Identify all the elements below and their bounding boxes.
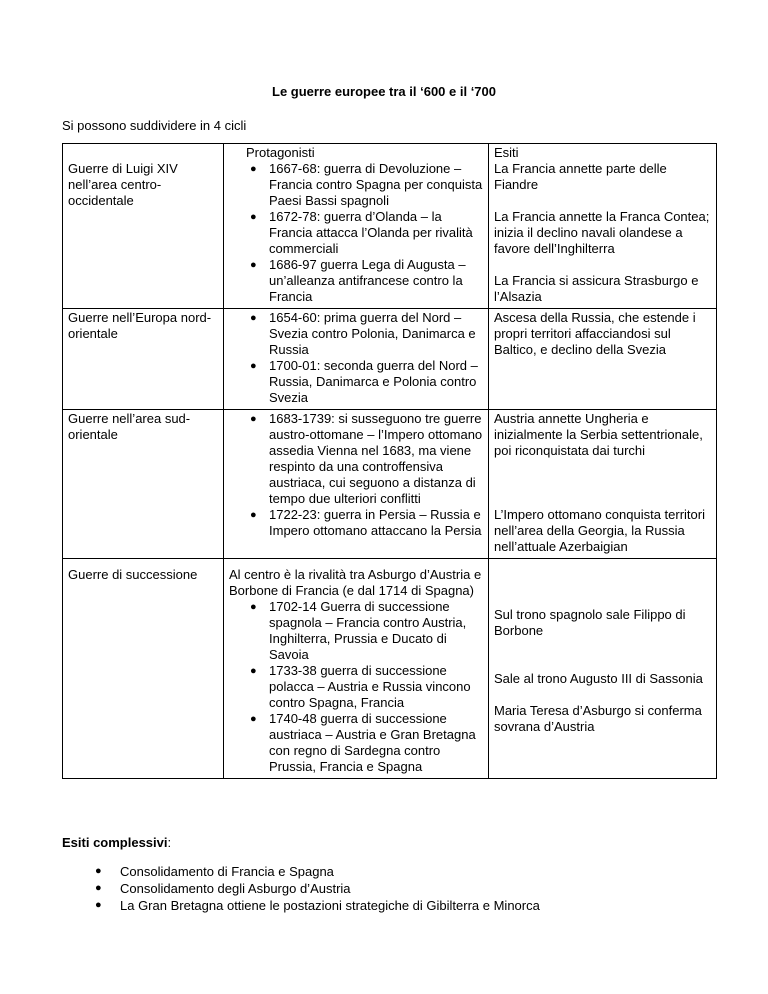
war-list — [229, 161, 483, 305]
bullet-icon: ● — [250, 713, 257, 725]
war-text: 1686-97 guerra Lega di Augusta – un’alleanza antifrancese contro la Francia — [269, 257, 466, 304]
group-name: Guerre di successione — [68, 567, 198, 582]
outcome-text: La Francia annette la Franca Contea; inizia il declino navali olandese a favore dell’Inghilterra — [494, 209, 710, 256]
protagonists-cell — [224, 144, 489, 309]
war-text: 1722-23: guerra in Persia – Russia e Impero ottomano attaccano la Persia — [269, 507, 482, 538]
bullet-icon: ● — [95, 899, 102, 911]
group-cell — [63, 144, 224, 309]
summary-item: La Gran Bretagna ottiene le postazioni strategiche di Gibilterra e Minorca — [120, 898, 540, 913]
table-row — [63, 309, 717, 410]
war-text: 1702-14 Guerra di successione spagnola – Francia contro Austria, Inghilterra, Prussia e Ducato di Savoia — [269, 599, 467, 662]
bullet-icon: ● — [250, 601, 257, 613]
summary-item: Consolidamento di Francia e Spagna — [120, 864, 334, 879]
group-cell — [63, 309, 224, 410]
list-item — [250, 711, 483, 775]
summary-label: Esiti complessivi — [62, 835, 168, 850]
war-text: 1733-38 guerra di successione polacca – Austria e Russia vincono contro Spagna, Francia — [269, 663, 471, 710]
protagonists-header: Protagonisti — [246, 145, 315, 160]
war-text: 1740-48 guerra di successione austriaca – Austria e Gran Bretagna con regno di Sardegna contro Prussia, Francia e Spagna — [269, 711, 476, 774]
protagonists-cell — [224, 410, 489, 559]
bullet-icon: ● — [95, 882, 102, 894]
outcome-text: Ascesa della Russia, che estende i propri territori affacciandosi sul Baltico, e declino della Svezia — [494, 310, 696, 357]
outcome-text: La Francia si assicura Strasburgo e l’Alsazia — [494, 273, 699, 304]
list-item — [95, 880, 540, 897]
list-item — [250, 599, 483, 663]
war-text: 1654-60: prima guerra del Nord – Svezia contro Polonia, Danimarca e Russia — [269, 310, 476, 357]
war-text: 1667-68: guerra di Devoluzione – Francia contro Spagna per conquista Paesi Bassi spagnoli — [269, 161, 483, 208]
war-text: 1672-78: guerra d’Olanda – la Francia attacca l’Olanda per rivalità commerciali — [269, 209, 473, 256]
outcomes-cell — [489, 309, 717, 410]
outcome-text: Sale al trono Augusto III di Sassonia — [494, 671, 703, 686]
group-name: Guerre nell’area sud-orientale — [68, 411, 191, 442]
summary-item: Consolidamento degli Asburgo d’Austria — [120, 881, 351, 896]
war-list — [229, 599, 483, 775]
bullet-icon: ● — [250, 163, 257, 175]
outcome-text: Maria Teresa d’Asburgo si conferma sovrana d’Austria — [494, 703, 702, 734]
list-item — [95, 863, 540, 880]
summary-heading — [62, 835, 171, 851]
outcome-text: L’Impero ottomano conquista territori nell’area della Georgia, la Russia nell’attuale Azerbaigian — [494, 507, 705, 554]
bullet-icon: ● — [250, 259, 257, 271]
list-item — [250, 209, 483, 257]
war-list — [229, 411, 483, 539]
outcomes-cell — [489, 410, 717, 559]
group-cell — [63, 410, 224, 559]
list-item — [250, 358, 483, 406]
group-name: Guerre nell’Europa nord-orientale — [68, 310, 212, 341]
outcomes-cell — [489, 559, 717, 779]
group-name: Guerre di Luigi XIV nell’area centro-occidentale — [68, 161, 178, 208]
protagonists-cell — [224, 559, 489, 779]
list-item — [250, 663, 483, 711]
list-item — [250, 161, 483, 209]
list-item — [95, 897, 540, 914]
list-item — [250, 507, 483, 539]
bullet-icon: ● — [250, 665, 257, 677]
table-row — [63, 559, 717, 779]
bullet-icon: ● — [250, 211, 257, 223]
summary-colon: : — [167, 835, 172, 850]
bullet-icon: ● — [250, 312, 257, 324]
bullet-icon: ● — [250, 413, 257, 425]
summary-list — [62, 863, 540, 914]
outcome-text: Austria annette Ungheria e inizialmente la Serbia settentrionale, poi riconquistata dai turchi — [494, 411, 703, 458]
bullet-icon: ● — [250, 509, 257, 521]
protagonists-cell — [224, 309, 489, 410]
outcome-text: La Francia annette parte delle Fiandre — [494, 161, 667, 192]
war-list — [229, 310, 483, 406]
list-item — [250, 257, 483, 305]
outcomes-header: Esiti — [494, 145, 519, 160]
bullet-icon: ● — [95, 865, 102, 877]
intro-text: Si possono suddividere in 4 cicli — [62, 118, 247, 133]
table-row — [63, 410, 717, 559]
outcomes-cell — [489, 144, 717, 309]
bullet-icon: ● — [250, 360, 257, 372]
list-item — [250, 310, 483, 358]
succession-intro: Al centro è la rivalità tra Asburgo d’Austria e Borbone di Francia (e dal 1714 di Spagna) — [229, 567, 482, 598]
table-row — [63, 144, 717, 309]
document-title: Le guerre europee tra il ‘600 e il ‘700 — [272, 84, 496, 99]
list-item — [250, 411, 483, 507]
outcome-text: Sul trono spagnolo sale Filippo di Borbone — [494, 607, 686, 638]
wars-table — [62, 143, 717, 779]
war-text: 1700-01: seconda guerra del Nord – Russia, Danimarca e Polonia contro Svezia — [269, 358, 478, 405]
group-cell — [63, 559, 224, 779]
war-text: 1683-1739: si susseguono tre guerre austro-ottomane – l’Impero ottomano assedia Vienna nel 1683, ma viene respinto da una controffensiva austriaca, cui seguono a distanza di tempo due ulteriori conflitti — [269, 411, 483, 506]
